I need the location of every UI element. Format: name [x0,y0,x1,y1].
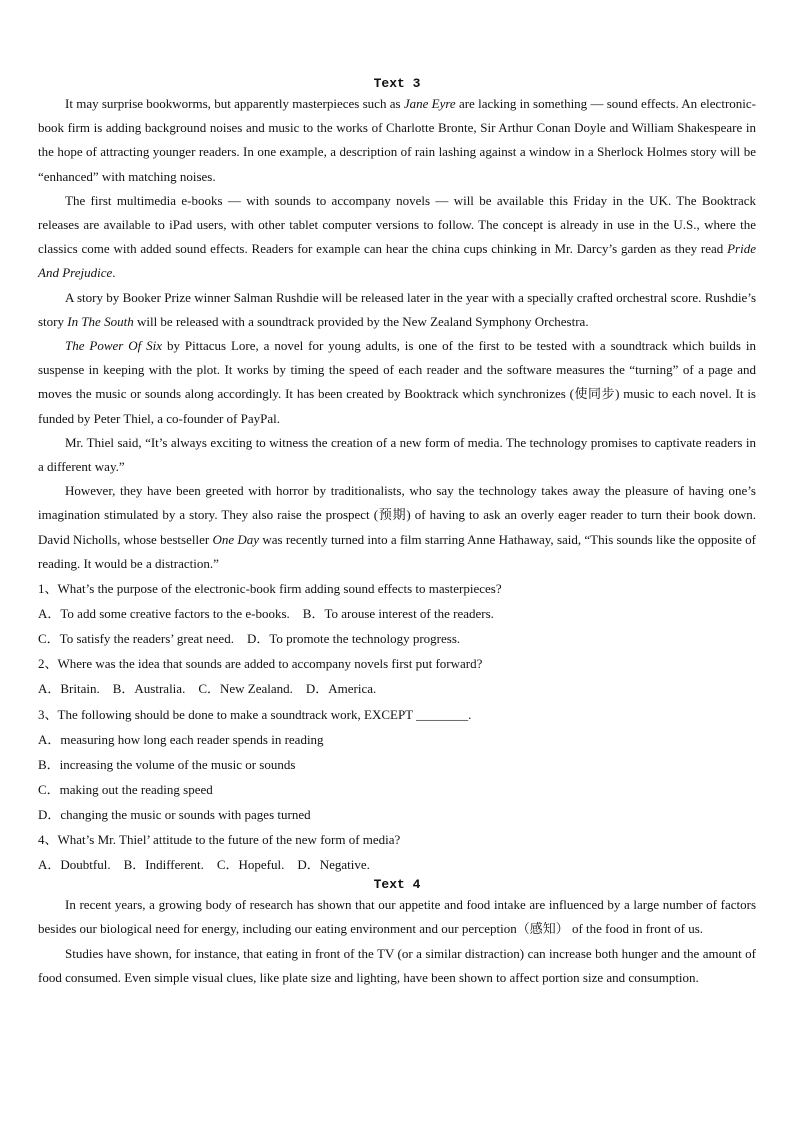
text3-paragraph: The Power Of Six by Pittacus Lore, a novel for young adults, is one of the first to be tested with a soundtrack which builds in suspense in keeping with the plot. It works by timing the speed of each reader and the software measures the “turning” of a page and moves the music or sounds along accordingly. It has been created by Booktrack which synchronizes (使同步) music to each novel. It is funded by Peter Thiel, a co-founder of PayPal. [38,338,757,426]
text3-paragraph: A story by Booker Prize winner Salman Rushdie will be released later in the year with a specially crafted orchestral score. Rushdie’s story In The South will be released with a soundtrack provided by the New Zealand Symphony Orchestra. [38,289,756,329]
answer-options: C．To satisfy the readers’ great need. D．To promote the technology progress. [38,631,461,647]
answer-options: D．changing the music or sounds with pages turned [38,806,311,822]
text4-passage [38,893,756,990]
question-stem: 3、The following should be done to make a soundtrack work, EXCEPT ________. [38,706,472,722]
question-stem: 2、Where was the idea that sounds are added to accompany novels first put forward? [38,656,483,672]
text3-paragraph: It may surprise bookworms, but apparently masterpieces such as Jane Eyre are lacking in something — sound effects. An electronic-book firm is adding background noises and music to the works of Charlotte Bronte, Sir Arthur Conan Doyle and William Shakespeare in the hope of attracting younger readers. In one example, a description of rain lashing against a window in a Sherlock Holmes story will be “enhanced” with matching noises. [38,96,756,184]
question-stem: 4、What’s Mr. Thiel’ attitude to the future of the new form of media? [38,832,401,847]
answer-options: C．making out the reading speed [38,781,213,797]
book-title: Jane Eyre [403,96,456,111]
answer-options: A．To add some creative factors to the e-books. B．To arouse interest of the readers. [38,606,494,622]
answer-options: A．Britain. B．Australia. C．New Zealand. D．America. [38,681,377,697]
book-title: In The South [67,313,134,329]
text3-paragraph: The first multimedia e-books — with sounds to accompany novels — will be available this Friday in the UK. The Booktrack releases are available to iPad users, with other tablet computer versions to follow. The concept is already in use in the U.S., where the classics come with added sound effects. Readers for example can hear the china cups chinking in Mr. Darcy’s garden as they read Pride And Prejudice. [38,192,756,281]
text3-paragraph: Mr. Thiel said, “It’s always exciting to witness the creation of a new form of media. The technology promises to captivate readers in a different way.” [38,434,756,475]
book-title: One Day [212,531,260,547]
text4-paragraph: Studies have shown, for instance, that eating in front of the TV (or a similar distraction) can increase both hunger and the amount of food consumed. Even simple visual clues, like plate size and lighting, have been shown to affect portion size and consumption. [38,945,756,985]
book-title: Pride And Prejudice [38,241,756,281]
answer-options: A．Doubtful. B．Indifferent. C．Hopeful. D．Negative. [38,857,370,873]
text3-questions [38,576,756,877]
text4-heading: Text 4 [373,877,421,893]
text4-paragraph: In recent years, a growing body of research has shown that our appetite and food intake are influenced by a large number of factors besides our biological need for energy, including our eating environment and our perception（感知） of the food in front of us. [38,897,756,937]
text3-passage [38,92,756,576]
book-title: The Power Of Six [65,338,163,354]
answer-options: A．measuring how long each reader spends in reading [38,731,324,747]
question-stem: 1、What’s the purpose of the electronic-book firm adding sound effects to masterpieces? [38,581,502,597]
text3-paragraph: However, they have been greeted with horror by traditionalists, who say the technology takes away the pleasure of having one’s imagination stimulated by a story. They also raise the prospect (预期) of having to ask an overly eager reader to turn their book down. David Nicholls, whose bestseller One Day was recently turned into a film starring Anne Hathaway, said, “This sounds like the opposite of reading. It would be a distraction.” [38,483,757,571]
text3-heading: Text 3 [373,76,421,91]
answer-options: B．increasing the volume of the music or sounds [38,756,296,772]
